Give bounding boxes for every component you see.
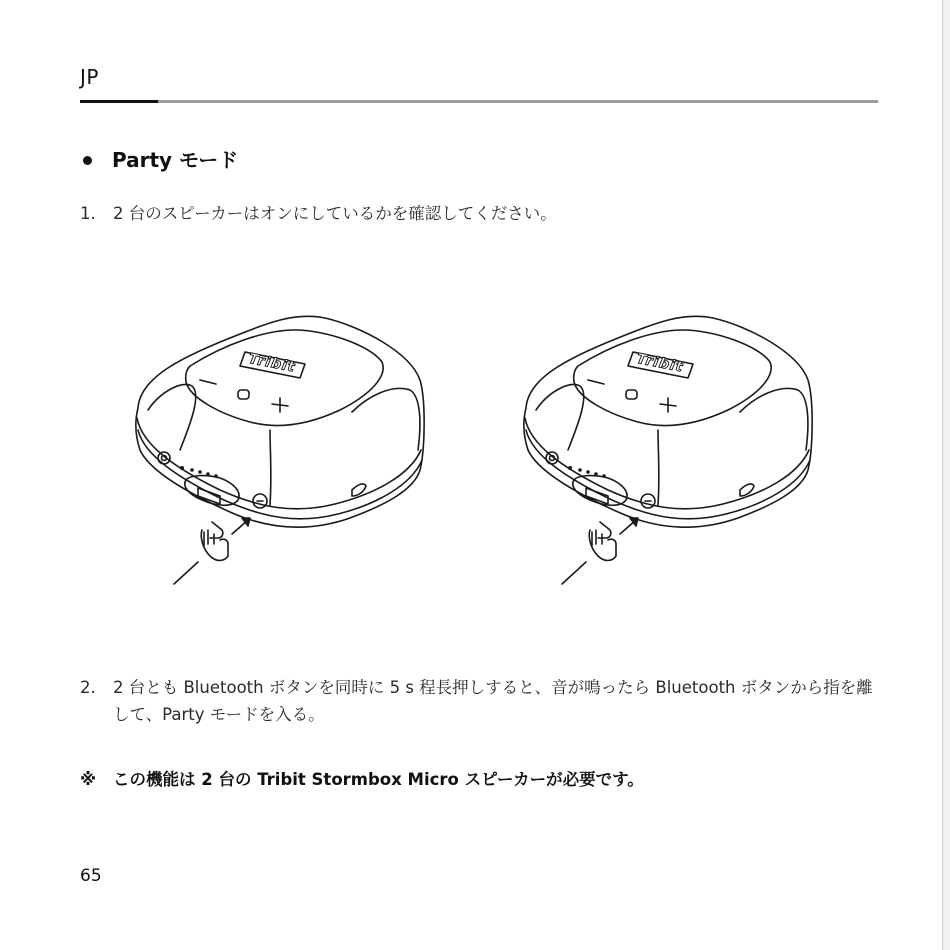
section-heading: [80, 146, 238, 174]
note-mark: ※: [80, 770, 97, 789]
step-text: 2 台とも Bluetooth ボタンを同時に 5 s 程長押しすると、音が鳴ったら Bluetooth ボタンから指を離して、Party モードを入る。: [113, 678, 873, 724]
bullet-icon: [83, 156, 92, 165]
tribit-logo: Tribit: [247, 350, 297, 376]
header-rule-accent: [80, 100, 158, 103]
speaker-illustration: [120, 300, 450, 600]
language-label: JP: [80, 65, 99, 89]
page-number: 65: [80, 866, 102, 886]
page-edge: [942, 0, 950, 950]
header-rule: [80, 100, 878, 103]
section-title: Party モード: [112, 148, 239, 172]
step-number: 1.: [80, 204, 96, 223]
step-text: 2 台のスピーカーはオンにしているかを確認してください。: [113, 204, 557, 223]
step-number: 2.: [80, 678, 96, 697]
step-item: [80, 200, 880, 227]
bluetooth-speaker-icon: [120, 300, 450, 600]
bluetooth-speaker-icon: [508, 300, 838, 600]
step-item: [80, 674, 880, 728]
tribit-logo: Tribit: [635, 350, 685, 376]
speaker-illustration: [508, 300, 838, 600]
pointing-hand-icon: [174, 518, 250, 584]
pointing-hand-icon: [562, 518, 638, 584]
note-text: この機能は 2 台の Tribit Stormbox Micro スピーカーが必要です。: [113, 770, 644, 789]
requirement-note: [80, 767, 644, 793]
